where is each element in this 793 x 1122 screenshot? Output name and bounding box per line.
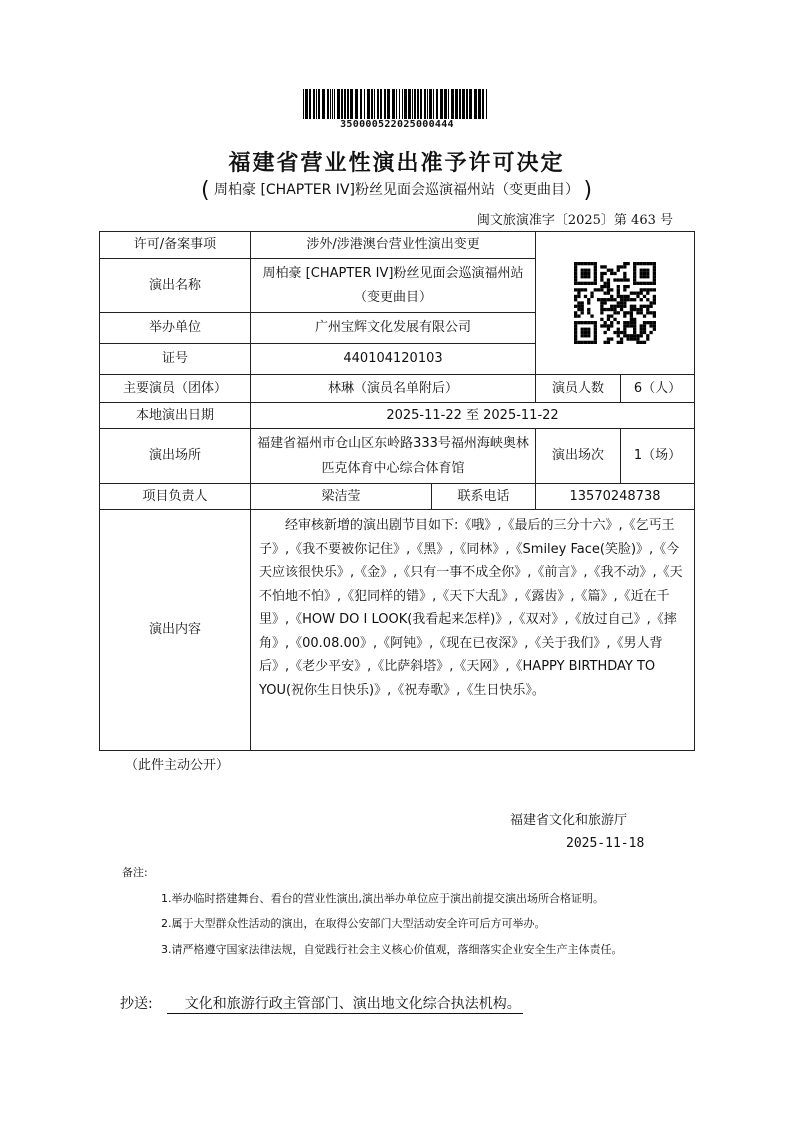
license-no-label: 证号 [100,344,251,375]
barcode-bar [448,89,449,119]
subtitle-text: 周柏豪 [CHAPTER IV]粉丝见面会巡演福州站（变更曲目） [214,182,579,198]
barcode-bar [371,89,373,119]
performer-count-label: 演员人数 [536,375,621,403]
barcode-bar [318,89,320,119]
subtitle-close-paren: ) [583,178,593,203]
venue-label: 演出场所 [100,429,251,484]
barcode-bar [332,89,333,119]
sessions-label: 演出场次 [536,429,621,484]
barcode-bar [474,89,477,119]
qr-code-cell [536,232,695,375]
barcode-bar [414,89,416,119]
barcode-bar [313,89,315,119]
barcode-bar [486,89,487,119]
barcode [303,89,491,119]
barcode-bar [334,89,335,119]
license-no-value: 440104120103 [251,344,536,375]
qr-code-icon [574,262,656,344]
barcode-bar [451,89,454,119]
barcode-bar [404,89,407,119]
organizer-value: 广州宝辉文化发展有限公司 [251,313,536,344]
content-value [251,510,695,751]
barcode-bar [316,89,317,119]
barcode-bar [344,89,346,119]
barcode-bar [417,89,419,119]
barcode-bar [384,89,386,119]
barcode-bar [424,89,426,119]
barcode-bar [429,89,432,119]
barcode-bar [364,89,365,119]
barcode-bar [412,89,413,119]
cc-line [120,993,523,1014]
barcode-bar [341,89,343,119]
barcode-bar [402,89,403,119]
barcode-bar [377,89,379,119]
show-name-label: 演出名称 [100,259,251,313]
barcode-bar [360,89,362,119]
barcode-bar [374,89,375,119]
license-type-value: 涉外/涉港澳台营业性演出变更 [251,232,536,259]
barcode-bar [305,89,308,119]
content-text: 经审核新增的演出剧节目如下:《哦》,《最后的三分十六》,《乞丐王子》,《我不要被你记住》,《黑》,《同林》,《Smiley Face(笑脸)》,《今天应该很快乐》,《金》,《只有一事不成全你》,《前言》,《我不动》,《天不怕地不怕》,《犯同样的错》,《天下大乱》,《露齿》,《篇》,《近在千里》,《HOW DO I LOOK(我看起来怎样)》,《双对》,《放过自己》,《摔角》,《00.08.00》,《阿钝》,《现在已夜深》,《关于我们》,《男人背后》,《老少平安》,《比萨斜塔》,《天网》,《HAPPY BIRTHDAY TO YOU(祝你生日快乐)》,《祝寿歌》,《生日快乐》。 [259,518,683,698]
note-item: 1.举办临时搭建舞台、看台的营业性演出,演出举办单位应于演出前提交演出场所合格证明。 [161,892,604,905]
barcode-bar [466,89,468,119]
issuing-department: 福建省文化和旅游厅 [510,813,628,828]
license-table [99,231,695,751]
venue-value: 福建省福州市仓山区东岭路333号福州海峡奥林匹克体育中心综合体育馆 [251,429,536,484]
document-number: 闽文旅演准字〔2025〕第 463 号 [476,213,673,228]
phone-value: 13570248738 [536,484,695,510]
organizer-label: 举办单位 [100,313,251,344]
barcode-bar [436,89,438,119]
barcode-bar [387,89,390,119]
barcode-bar [380,89,382,119]
cc-label: 抄送: [120,996,153,1012]
notes-label: 备注: [122,866,148,879]
barcode-bar [330,89,331,119]
manager-label: 项目负责人 [100,484,251,510]
sessions-value: 1（场） [621,429,695,484]
barcode-bar [322,89,325,119]
barcode-bar [408,89,411,119]
phone-label: 联系电话 [432,484,536,510]
barcode-bar [427,89,428,119]
barcode-bar [337,89,340,119]
performer-count-value: 6（人） [621,375,695,403]
public-disclosure-note: （此件主动公开） [125,758,230,773]
document-subtitle [0,178,793,203]
barcode-bar [303,89,304,119]
barcode-bar [420,89,422,119]
barcode-bar [327,89,329,119]
barcode-bar [367,89,370,119]
manager-value: 梁洁莹 [251,484,432,510]
barcode-number: 350000522025000444 [340,119,454,130]
note-item: 3.请严格遵守国家法律法规，自觉践行社会主义核心价值观，落细落实企业安全生产主体责任。 [161,943,623,956]
barcode-bar [399,89,400,119]
barcode-bar [478,89,481,119]
performers-value: 林琳（演员名单附后） [251,375,536,403]
performers-label: 主要演员（团体） [100,375,251,403]
note-item: 2.属于大型群众性活动的演出，在取得公安部门大型活动安全许可后方可举办。 [161,917,546,930]
issue-date: 2025-11-18 [566,836,645,851]
license-type-label: 许可/备案事项 [100,232,251,259]
barcode-bar [392,89,395,119]
barcode-bar [396,89,397,119]
date-value: 2025-11-22 至 2025-11-22 [251,403,695,429]
barcode-bar [444,89,447,119]
barcode-bar [455,89,458,119]
barcode-bar [469,89,472,119]
barcode-bar [440,89,443,119]
document-title: 福建省营业性演出准予许可决定 [228,151,565,176]
barcode-bar [462,89,465,119]
date-label: 本地演出日期 [100,403,251,429]
barcode-bar [482,89,484,119]
barcode-bar [309,89,311,119]
cc-value: 文化和旅游行政主管部门、演出地文化综合执法机构。 [167,993,523,1014]
barcode-bar [350,89,353,119]
barcode-bar [355,89,358,119]
barcode-bar [347,89,349,119]
show-name-value: 周柏豪 [CHAPTER IV]粉丝见面会巡演福州站（变更曲目） [251,259,536,313]
content-label: 演出内容 [100,510,251,751]
subtitle-open-paren: ( [200,178,210,203]
barcode-bar [433,89,434,119]
barcode-bar [459,89,461,119]
